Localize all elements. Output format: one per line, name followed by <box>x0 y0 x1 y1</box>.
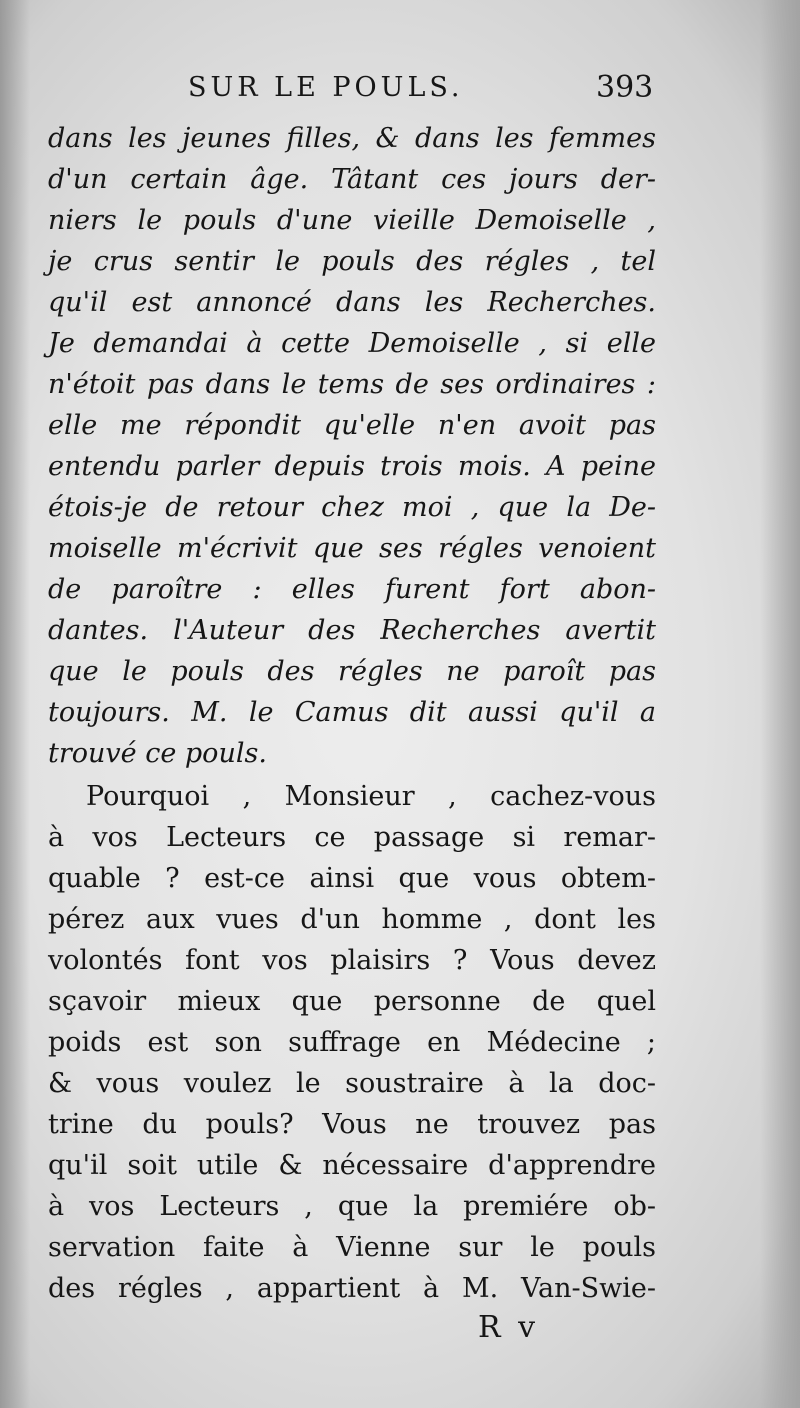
text-line: dantes. l'Auteur des Recherches avertit <box>48 615 656 646</box>
text-line: toujours. M. le Camus dit aussi qu'il a <box>48 697 656 728</box>
text-line: moiselle m'écrivit que ses régles venoient <box>48 533 656 564</box>
text-line: dans les jeunes filles, & dans les femmes <box>48 123 656 154</box>
text-line: sçavoir mieux que personne de quel <box>48 986 656 1017</box>
text-line: quable ? est-ce ainsi que vous obtem- <box>48 863 656 894</box>
text-line: étois-je de retour chez moi , que la De- <box>48 492 656 523</box>
text-line: entendu parler depuis trois mois. A peine <box>48 451 656 482</box>
text-line: trouvé ce pouls. <box>48 738 267 769</box>
page-gutter-shadow <box>0 0 30 1408</box>
text-line: pérez aux vues d'un homme , dont les <box>48 904 656 935</box>
text-line: poids est son suffrage en Médecine ; <box>48 1027 656 1058</box>
page-number: 393 <box>596 70 654 105</box>
page-edge-shadow <box>760 0 800 1408</box>
text-line: de paroître : elles furent fort abon- <box>48 574 656 605</box>
text-line: volontés font vos plaisirs ? Vous devez <box>48 945 656 976</box>
running-title: SUR LE POULS. <box>188 72 464 103</box>
text-line: qu'il est annoncé dans les Recherches. <box>48 287 656 318</box>
text-line: je crus sentir le pouls des régles , tel <box>48 246 656 277</box>
text-line: servation faite à Vienne sur le pouls <box>48 1232 656 1263</box>
text-line: que le pouls des régles ne paroît pas <box>48 656 656 687</box>
text-line: des régles , appartient à M. Van-Swie- <box>48 1273 656 1304</box>
text-line: n'étoit pas dans le tems de ses ordinaires : <box>48 369 656 400</box>
text-line: d'un certain âge. Tâtant ces jours der- <box>48 164 656 195</box>
text-line: elle me répondit qu'elle n'en avoit pas <box>48 410 656 441</box>
text-line: à vos Lecteurs , que la premiére ob- <box>48 1191 656 1222</box>
signature-mark: R v <box>478 1310 540 1345</box>
text-line: trine du pouls? Vous ne trouvez pas <box>48 1109 656 1140</box>
paragraph-start-line: Pourquoi , Monsieur , cachez-vous <box>86 781 656 812</box>
text-line: niers le pouls d'une vieille Demoiselle , <box>48 205 656 236</box>
text-line: qu'il soit utile & nécessaire d'apprendre <box>48 1150 656 1181</box>
text-line: à vos Lecteurs ce passage si remar- <box>48 822 656 853</box>
text-line: & vous voulez le soustraire à la doc- <box>48 1068 656 1099</box>
text-line: Je demandai à cette Demoiselle , si elle <box>48 328 656 359</box>
